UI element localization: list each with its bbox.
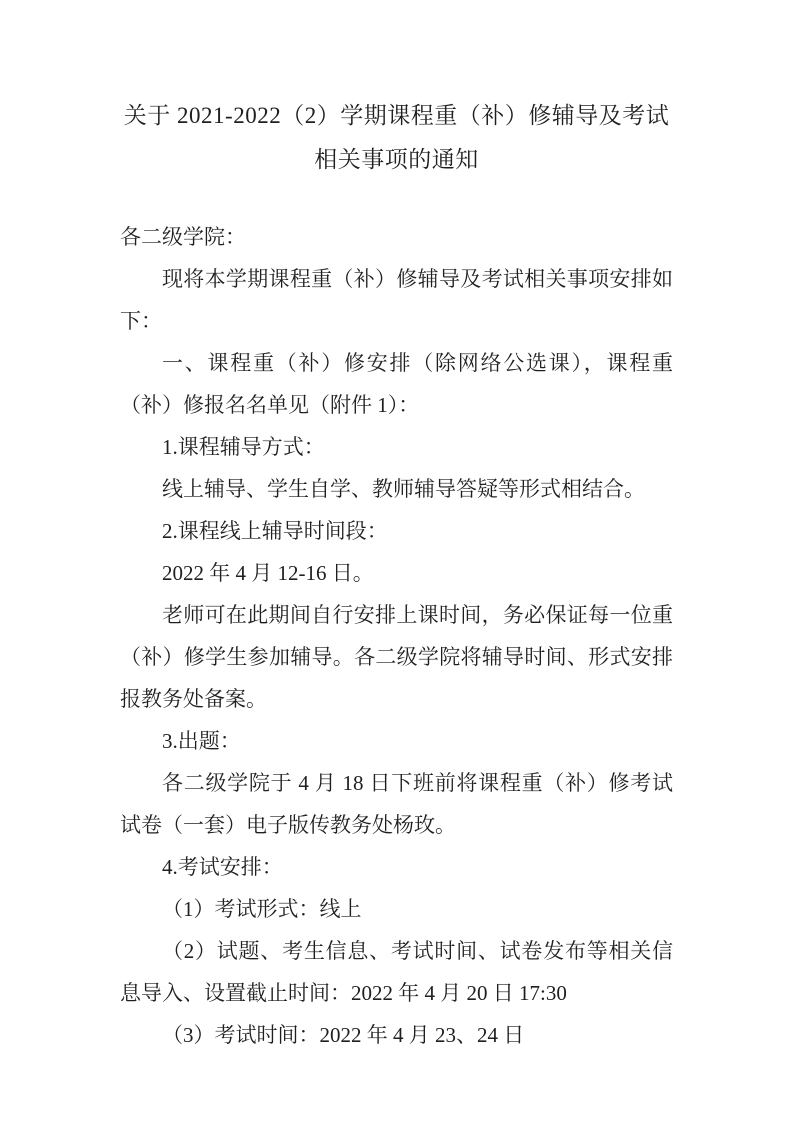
paragraph: （3）考试时间：2022 年 4 月 23、24 日: [162, 1023, 525, 1047]
document-title: [120, 94, 673, 182]
paragraph: 老师可在此期间自行安排上课时间，务必保证每一位重（补）修学生参加辅导。各二级学院将辅导时间、形式安排报教务处备案。: [120, 603, 673, 711]
paragraph: 各二级学院于 4 月 18 日下班前将课程重（补）修考试试卷（一套）电子版传教务处杨玫。: [120, 771, 673, 837]
paragraph: 2022 年 4 月 12-16 日。: [162, 561, 374, 585]
paragraph: 1.课程辅导方式：: [162, 435, 325, 459]
paragraph: 3.出题：: [162, 729, 241, 753]
paragraph: 4.考试安排：: [162, 855, 283, 879]
paragraph: 一、课程重（补）修安排（除网络公选课），课程重（补）修报名名单见（附件 1）：: [120, 351, 673, 417]
paragraph: （2）试题、考生信息、考试时间、试卷发布等相关信息导入、设置截止时间：2022 年 4 月 20 日 17:30: [120, 939, 673, 1005]
document-title-line-1: 关于 2021-2022（2）学期课程重（补）修辅导及考试: [123, 103, 670, 128]
document-body: [120, 216, 673, 1056]
paragraph: 现将本学期课程重（补）修辅导及考试相关事项安排如下：: [120, 267, 673, 333]
document-title-line-2: 相关事项的通知: [314, 147, 479, 172]
paragraph: （1）考试形式：线上: [162, 897, 362, 921]
paragraph: 各二级学院：: [120, 225, 246, 249]
paragraph: 2.课程线上辅导时间段：: [162, 519, 388, 543]
paragraph: 线上辅导、学生自学、教师辅导答疑等形式相结合。: [162, 477, 645, 501]
